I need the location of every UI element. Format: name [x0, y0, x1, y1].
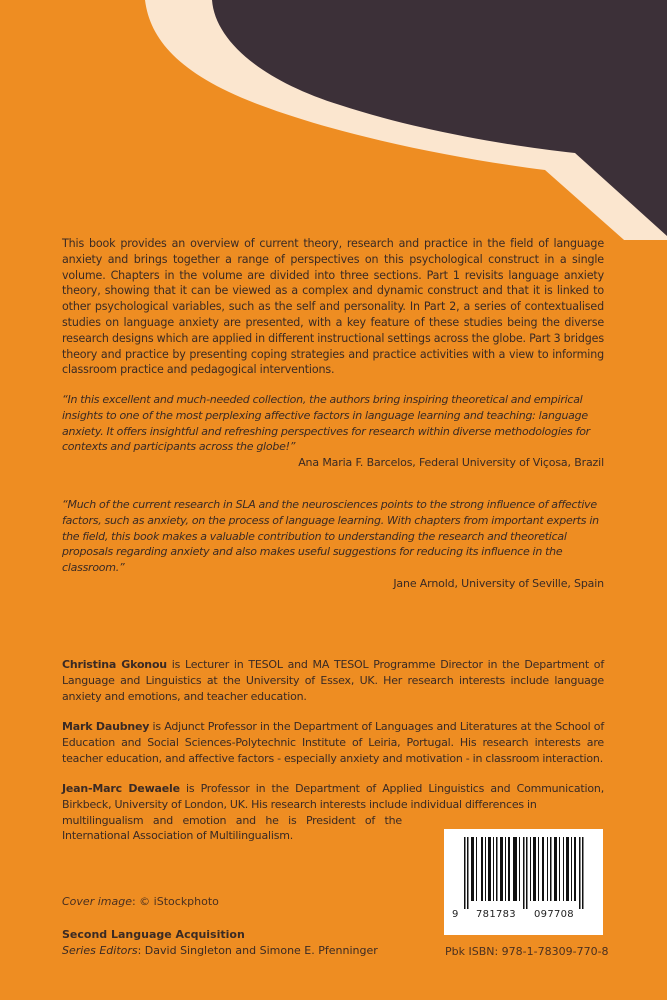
author-bio-text: is Professor in the Department of Applied Linguistics and Communication, Birkbeck, University of London, UK. His research interests include individual differences in — [62, 782, 604, 811]
barcode — [444, 829, 603, 935]
endorsement-attribution: Ana Maria F. Barcelos, Federal University of Viçosa, Brazil — [298, 456, 604, 470]
endorsement-quote: “Much of the current research in SLA and the neurosciences points to the strong influence of affective factors, such as anxiety, on the process of language learning. With chapters from important experts in the field, this book makes a valuable contribution to understanding the research and theoretical proposals regarding anxiety and also makes useful suggestions for reducing its influence in the classroom.” — [62, 498, 599, 575]
speech-bubble-graphic — [0, 0, 667, 240]
author-bio-line: multilingualism and emotion and he is President of the International Association of Multilingualism. — [62, 813, 402, 843]
author-bio-line — [62, 781, 604, 813]
cover-image-credit — [62, 895, 219, 908]
author-bio-gkonou — [62, 657, 604, 704]
endorsement-quote: “In this excellent and much-needed collection, the authors bring inspiring theoretical and empirical insights to one of the most perplexing affective factors in language learning and teaching: language anxiety. It offers insightful and refreshing perspectives for research within diverse methodologies for contexts and participants across the globe!” — [62, 393, 590, 454]
series-title: Second Language Acquisition — [62, 928, 245, 941]
cover-credit-value: : © iStockphoto — [131, 895, 219, 908]
endorsement-attribution: Jane Arnold, University of Seville, Spain — [393, 576, 604, 590]
cover-credit-label: Cover image — [62, 895, 132, 908]
author-name: Christina Gkonou — [62, 658, 167, 671]
author-bio-text: is Lecturer in TESOL and MA TESOL Programme Director in the Department of Language and Linguistics at the University of Essex, UK. Her research interests include language anxiety and emotions, and teacher education. — [62, 658, 604, 703]
endorsement-2 — [62, 497, 604, 592]
series-editors-label: Series Editors — [62, 943, 138, 957]
series-editors — [62, 943, 378, 959]
barcode-prefix: 9 — [452, 909, 459, 920]
author-name: Mark Daubney — [62, 720, 150, 733]
author-bio-text: is Adjunct Professor in the Department of Languages and Literatures at the School of Education and Social Sciences-Polytechnic Institute of Leiria, Portugal. His research interests are teacher education, and affective factors - especially anxiety and motivation - in classroom interaction. — [62, 720, 604, 765]
isbn: Pbk ISBN: 978-1-78309-770-8 — [445, 945, 609, 958]
barcode-group-1: 781783 — [476, 909, 516, 920]
author-name: Jean-Marc Dewaele — [62, 782, 180, 795]
series-editors-names: : David Singleton and Simone E. Pfenninger — [137, 943, 378, 957]
endorsement-1 — [62, 392, 604, 471]
author-bio-daubney — [62, 719, 604, 766]
barcode-bars-icon — [464, 837, 586, 909]
barcode-group-2: 097708 — [534, 909, 574, 920]
series-info — [62, 927, 378, 958]
book-description: This book provides an overview of current theory, research and practice in the field of language anxiety and brings together a range of perspectives on this psychological construct in a single volume. Chapters in the volume are divided into three sections. Part 1 revisits language anxiety theory, showing that it can be viewed as a complex and dynamic construct and that it is linked to other psychological variables, such as the self and personality. In Part 2, a series of contextualised studies on language anxiety are presented, with a key feature of these studies being the diverse research designs which are applied in different instructional settings across the globe. Part 3 bridges theory and practice by presenting coping strategies and practice activities with a view to informing classroom practice and pedagogical interventions. — [62, 237, 604, 377]
